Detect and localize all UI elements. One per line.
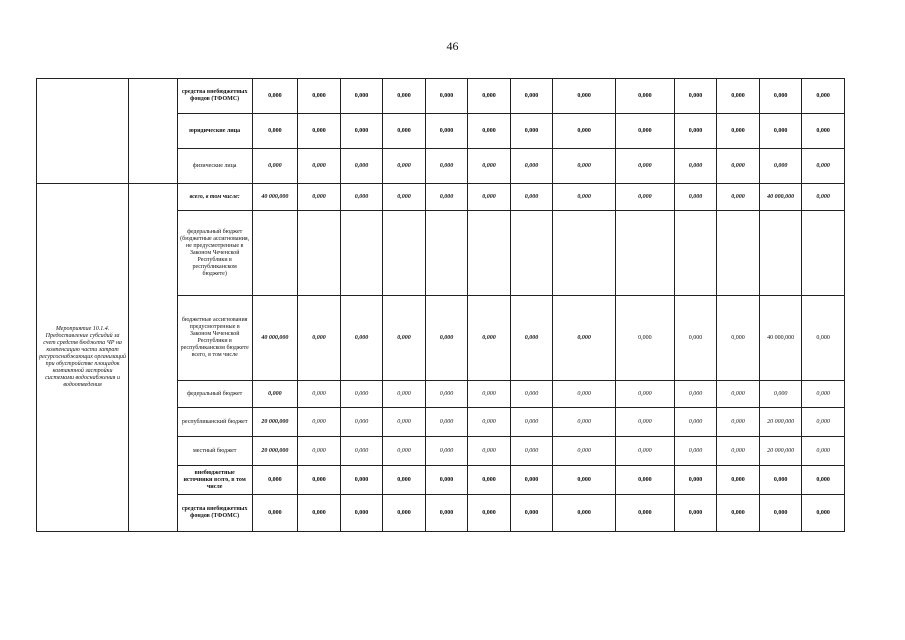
value-cell: 0,000	[674, 114, 717, 149]
value-cell: 0,000	[510, 495, 553, 532]
value-cell: 0,000	[674, 184, 717, 211]
value-cell	[759, 211, 802, 296]
value-cell: 0,000	[425, 408, 468, 437]
value-cell: 0,000	[674, 408, 717, 437]
value-cell	[383, 211, 426, 296]
value-cell	[616, 211, 675, 296]
value-cell: 0,000	[553, 296, 616, 381]
funding-source-cell: федеральный бюджет	[177, 381, 252, 408]
value-cell: 0,000	[553, 149, 616, 184]
value-cell: 0,000	[340, 296, 383, 381]
value-cell: 0,000	[510, 381, 553, 408]
value-cell	[553, 211, 616, 296]
table-row	[37, 79, 845, 114]
value-cell: 0,000	[717, 408, 760, 437]
funding-source-cell: внебюджетные источники всего, в том числе	[177, 466, 252, 495]
value-cell: 0,000	[383, 495, 426, 532]
funding-source-cell: бюджетные ассигнования предусмотренные в Законом Чеченской Республики в республиканском бюджете всего, в том числе	[177, 296, 252, 381]
value-cell: 0,000	[425, 466, 468, 495]
funding-source-cell: всего, в том числе:	[177, 184, 252, 211]
value-cell: 0,000	[468, 495, 511, 532]
value-cell: 0,000	[425, 296, 468, 381]
value-cell: 20 000,000	[252, 437, 298, 466]
value-cell: 0,000	[340, 184, 383, 211]
value-cell	[340, 211, 383, 296]
value-cell: 40 000,000	[759, 184, 802, 211]
value-cell: 0,000	[383, 184, 426, 211]
value-cell: 0,000	[252, 114, 298, 149]
value-cell: 0,000	[510, 184, 553, 211]
value-cell: 0,000	[802, 408, 845, 437]
value-cell: 0,000	[802, 149, 845, 184]
event-name-cell: Мероприятие 10.1.4. Предоставление субсидий за счет средств бюджета ЧР на компенсацию части затрат ресурсоснабжающих организаций при обустройстве площадок компактной застройки системами водоснабжения и водоотведения	[37, 184, 129, 532]
value-cell: 0,000	[468, 296, 511, 381]
value-cell: 0,000	[510, 149, 553, 184]
value-cell: 40 000,000	[252, 184, 298, 211]
value-cell: 0,000	[616, 381, 675, 408]
value-cell: 0,000	[616, 437, 675, 466]
funding-source-cell: местный бюджет	[177, 437, 252, 466]
value-cell: 0,000	[252, 466, 298, 495]
value-cell: 0,000	[759, 495, 802, 532]
value-cell: 0,000	[674, 381, 717, 408]
value-cell: 0,000	[340, 437, 383, 466]
value-cell: 0,000	[616, 114, 675, 149]
value-cell: 0,000	[468, 466, 511, 495]
value-cell: 0,000	[340, 79, 383, 114]
value-cell: 0,000	[553, 408, 616, 437]
value-cell: 0,000	[553, 79, 616, 114]
value-cell: 0,000	[802, 114, 845, 149]
budget-table	[36, 78, 845, 532]
value-cell: 0,000	[383, 79, 426, 114]
value-cell: 0,000	[616, 408, 675, 437]
value-cell: 20 000,000	[759, 408, 802, 437]
value-cell: 0,000	[802, 381, 845, 408]
value-cell: 0,000	[298, 495, 341, 532]
value-cell: 0,000	[674, 466, 717, 495]
table-row	[37, 184, 845, 211]
value-cell: 0,000	[340, 114, 383, 149]
value-cell: 0,000	[425, 149, 468, 184]
value-cell: 20 000,000	[759, 437, 802, 466]
value-cell: 0,000	[425, 381, 468, 408]
value-cell: 20 000,000	[252, 408, 298, 437]
value-cell: 0,000	[553, 437, 616, 466]
value-cell: 0,000	[298, 437, 341, 466]
value-cell: 0,000	[802, 466, 845, 495]
value-cell: 0,000	[425, 495, 468, 532]
value-cell: 0,000	[616, 495, 675, 532]
value-cell: 0,000	[802, 495, 845, 532]
executor-cell	[129, 79, 178, 184]
value-cell: 0,000	[802, 79, 845, 114]
value-cell: 0,000	[340, 495, 383, 532]
value-cell: 0,000	[468, 381, 511, 408]
funding-source-cell: федеральный бюджет (бюджетные ассигнования, не предусмотренные в Законом Чеченской Республики в республиканском бюджете)	[177, 211, 252, 296]
value-cell: 0,000	[553, 184, 616, 211]
event-cell	[37, 79, 129, 184]
value-cell: 0,000	[717, 184, 760, 211]
value-cell: 0,000	[425, 437, 468, 466]
value-cell: 0,000	[383, 296, 426, 381]
value-cell: 0,000	[468, 114, 511, 149]
value-cell	[252, 211, 298, 296]
value-cell: 0,000	[717, 114, 760, 149]
value-cell: 0,000	[759, 114, 802, 149]
funding-source-cell: юридические лица	[177, 114, 252, 149]
value-cell: 0,000	[717, 149, 760, 184]
value-cell: 0,000	[340, 408, 383, 437]
value-cell: 0,000	[298, 79, 341, 114]
value-cell: 0,000	[802, 296, 845, 381]
value-cell: 0,000	[383, 408, 426, 437]
value-cell: 40 000,000	[759, 296, 802, 381]
funding-source-cell: республиканский бюджет	[177, 408, 252, 437]
value-cell: 0,000	[759, 466, 802, 495]
value-cell: 0,000	[252, 495, 298, 532]
value-cell: 0,000	[340, 466, 383, 495]
value-cell: 0,000	[759, 79, 802, 114]
value-cell: 0,000	[252, 381, 298, 408]
value-cell: 0,000	[616, 466, 675, 495]
value-cell: 0,000	[468, 149, 511, 184]
value-cell: 0,000	[298, 296, 341, 381]
value-cell: 0,000	[510, 79, 553, 114]
value-cell	[298, 211, 341, 296]
value-cell: 0,000	[553, 381, 616, 408]
value-cell: 0,000	[510, 408, 553, 437]
value-cell: 0,000	[468, 79, 511, 114]
value-cell: 0,000	[298, 114, 341, 149]
value-cell: 0,000	[553, 495, 616, 532]
value-cell: 0,000	[717, 79, 760, 114]
value-cell: 0,000	[616, 184, 675, 211]
value-cell: 0,000	[717, 437, 760, 466]
value-cell	[425, 211, 468, 296]
value-cell: 0,000	[674, 495, 717, 532]
value-cell: 0,000	[468, 184, 511, 211]
value-cell: 0,000	[383, 149, 426, 184]
value-cell: 0,000	[802, 437, 845, 466]
value-cell	[717, 211, 760, 296]
value-cell: 0,000	[425, 184, 468, 211]
value-cell	[674, 211, 717, 296]
value-cell: 0,000	[717, 296, 760, 381]
value-cell: 0,000	[468, 437, 511, 466]
value-cell: 0,000	[298, 408, 341, 437]
value-cell: 0,000	[468, 408, 511, 437]
value-cell: 0,000	[252, 149, 298, 184]
value-cell: 0,000	[298, 149, 341, 184]
value-cell: 0,000	[759, 149, 802, 184]
value-cell: 0,000	[425, 79, 468, 114]
value-cell: 40 000,000	[252, 296, 298, 381]
value-cell: 0,000	[616, 296, 675, 381]
executor-cell	[129, 184, 178, 532]
value-cell: 0,000	[616, 79, 675, 114]
value-cell: 0,000	[717, 466, 760, 495]
value-cell: 0,000	[510, 437, 553, 466]
value-cell: 0,000	[674, 149, 717, 184]
value-cell: 0,000	[252, 79, 298, 114]
value-cell: 0,000	[383, 114, 426, 149]
value-cell: 0,000	[674, 296, 717, 381]
value-cell: 0,000	[383, 381, 426, 408]
funding-source-cell: физические лица	[177, 149, 252, 184]
funding-source-cell: средства внебюджетных фондов (ТФОМС)	[177, 79, 252, 114]
value-cell: 0,000	[383, 466, 426, 495]
value-cell: 0,000	[383, 437, 426, 466]
value-cell: 0,000	[759, 381, 802, 408]
value-cell: 0,000	[298, 466, 341, 495]
value-cell: 0,000	[298, 184, 341, 211]
value-cell: 0,000	[340, 149, 383, 184]
value-cell: 0,000	[425, 114, 468, 149]
value-cell: 0,000	[553, 466, 616, 495]
value-cell: 0,000	[717, 381, 760, 408]
value-cell: 0,000	[510, 466, 553, 495]
value-cell: 0,000	[616, 149, 675, 184]
value-cell: 0,000	[510, 296, 553, 381]
page-number: 46	[446, 39, 459, 53]
value-cell: 0,000	[510, 114, 553, 149]
value-cell: 0,000	[298, 381, 341, 408]
value-cell: 0,000	[553, 114, 616, 149]
value-cell: 0,000	[340, 381, 383, 408]
table-body	[37, 79, 845, 532]
value-cell: 0,000	[674, 437, 717, 466]
value-cell: 0,000	[674, 79, 717, 114]
funding-source-cell: средства внебюджетных фондов (ТФОМС)	[177, 495, 252, 532]
value-cell	[468, 211, 511, 296]
value-cell: 0,000	[717, 495, 760, 532]
value-cell	[802, 211, 845, 296]
value-cell	[510, 211, 553, 296]
value-cell: 0,000	[802, 184, 845, 211]
